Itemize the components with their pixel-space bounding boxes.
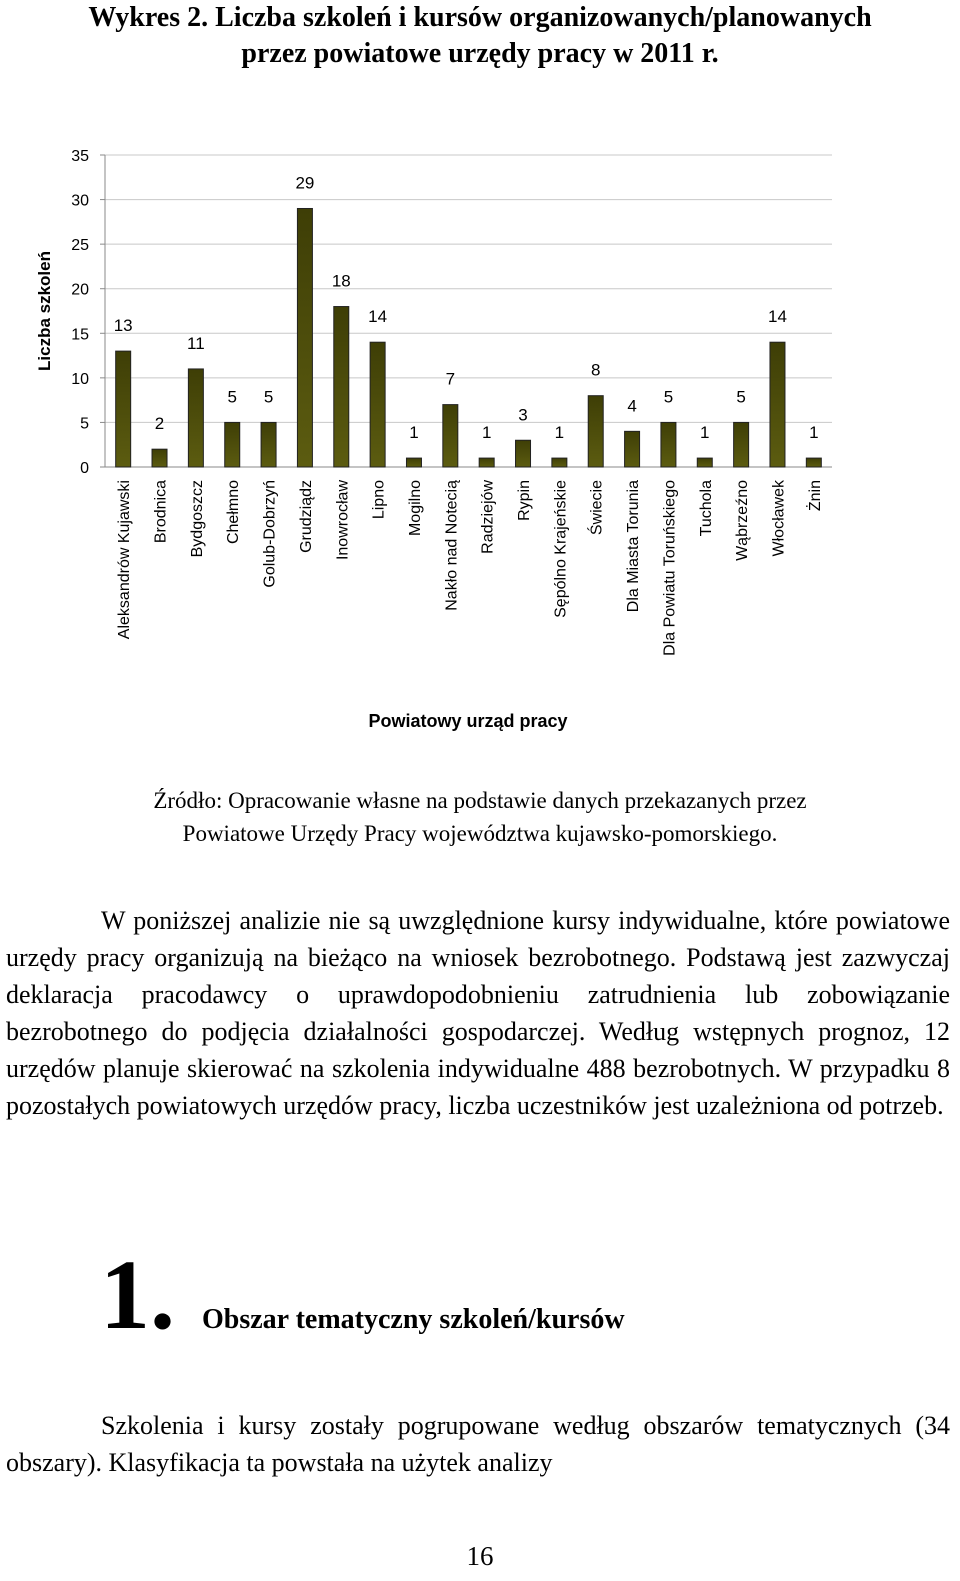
y-tick-label: 25 [71,237,89,255]
category-label: Grudziądz [297,480,315,553]
category-label: Dla Miasta Torunia [625,480,643,613]
category-label: Brodnica [152,480,170,544]
chart-category-labels [116,479,824,656]
page-number: 16 [466,1541,494,1571]
data-label: 3 [518,405,528,425]
data-label: 5 [263,387,274,407]
data-label: 2 [154,414,165,434]
category-label: Sępólno Krajeńskie [552,480,570,618]
paragraph-text: W poniższej analizie nie są uwzględnione kursy indywidualne, które powiatowe urzędy pracy organizują na bieżąco na wniosek bezrobotnego. Podstawą jest zazwyczaj deklaracja pracodawcy o uprawdopodobnieniu zatrudnienia lub zobowiązanie bezrobotnego do podjęcia działalności gospodarczej. Według wstępnych prognoz, 12 urzędów planuje skierować na szkolenia indywidualne 488 bezrobotnych. W przypadku 8 pozostałych powiatowych urzędów pracy, liczba uczestników jest uzależniona od potrzeb. [6,906,950,1120]
category-label: Świecie [588,480,606,536]
category-label: Aleksandrów Kujawski [116,480,134,640]
bar [661,422,676,467]
y-axis-title: Liczba szkoleń [35,251,54,371]
y-tick-label: 0 [80,460,89,477]
bar [297,208,312,467]
category-label: Rypin [516,480,534,521]
bar [552,458,567,467]
category-label: Bydgoszcz [188,480,206,558]
bar [697,458,712,467]
category-label: Radziejów [479,480,497,554]
category-label: Golub-Dobrzyń [261,480,279,588]
bar [806,458,821,467]
paragraph-text: Szkolenia i kursy zostały pogrupowane według obszarów tematycznych (34 obszary). Klasyfikacja ta powstała na użytek analizy [6,1411,950,1477]
data-label: 5 [227,387,237,407]
bar [406,458,421,467]
bar [370,342,385,467]
bar [734,422,749,467]
x-axis-title: Powiatowy urząd pracy [368,711,568,731]
bar [152,449,167,467]
bar [116,351,131,467]
bar-chart [0,120,960,760]
data-label: 5 [736,387,746,407]
data-label: 14 [368,307,388,327]
y-tick-label: 10 [71,370,89,388]
bar [225,422,240,467]
bar [479,458,494,467]
bar [625,431,640,467]
source-note [0,784,960,850]
data-label: 4 [627,396,637,416]
body-paragraph-2 [6,1407,950,1481]
data-label: 8 [590,360,601,380]
data-label: 1 [700,423,710,443]
data-label: 11 [187,333,205,353]
data-label: 13 [113,316,133,336]
category-label: Żnin [806,480,824,512]
bar [334,307,349,467]
data-label: 5 [663,387,674,407]
chart-data-labels [114,173,819,442]
chart-title-line-2: przez powiatowe urzędy pracy w 2011 r. [241,38,719,69]
bar [770,342,785,467]
category-label: Nakło nad Notecią [443,480,461,611]
data-label: 7 [445,369,456,389]
data-label: 1 [481,423,492,443]
y-tick-label: 35 [71,148,89,165]
chart-bars [113,208,822,467]
y-tick-label: 5 [80,415,89,433]
category-label: Inowrocław [334,480,352,561]
category-label: Mogilno [406,480,424,537]
body-paragraph-1 [6,902,950,1124]
category-label: Tuchola [697,480,715,537]
bar [261,422,276,467]
y-tick-label: 15 [71,326,89,344]
data-label: 18 [331,271,351,291]
data-label: 14 [768,307,787,327]
source-line-1: Źródło: Opracowanie własne na podstawie danych przekazanych przez [153,788,807,813]
chart-title [0,0,960,72]
bar [588,396,603,467]
bar [188,369,203,467]
data-label: 1 [554,423,565,443]
category-label: Lipno [370,480,388,520]
category-label: Dla Powiatu Toruńskiego [661,480,679,656]
source-line-2: Powiatowe Urzędy Pracy województwa kujawsko-pomorskiego. [182,821,778,846]
bar [516,440,531,467]
y-tick-label: 20 [71,281,89,299]
chart-grid [105,155,832,425]
category-label: Włocławek [770,480,788,557]
bar [443,405,458,467]
chart-title-line-1: Wykres 2. Liczba szkoleń i kursów organizowanych/planowanych [88,2,872,33]
data-label: 1 [809,423,819,443]
data-label: 29 [295,173,315,193]
section-title: Obszar tematyczny szkoleń/kursów [202,1304,625,1335]
y-tick-label: 30 [71,192,89,210]
data-label: 1 [409,423,419,443]
category-label: Chełmno [225,480,243,545]
category-label: Wąbrzeźno [734,480,752,561]
section-number: 1. [100,1239,175,1350]
